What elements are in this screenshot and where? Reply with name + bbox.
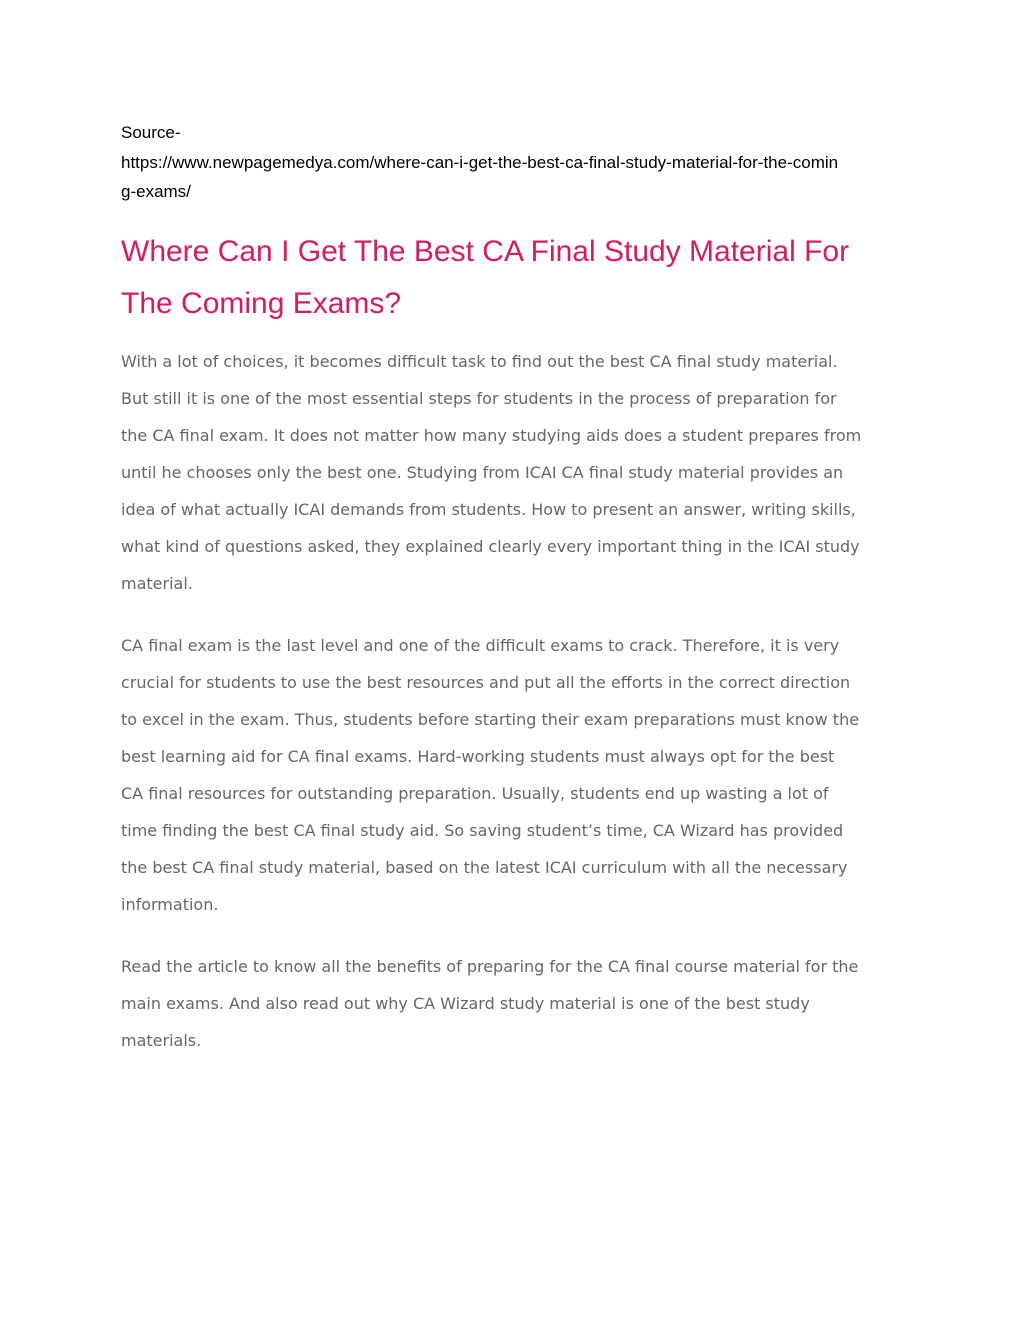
- source-label: Source-: [121, 123, 181, 142]
- article-title: [121, 226, 921, 330]
- paragraph-line: With a lot of choices, it becomes difficult task to find out the best CA final study material.: [121, 352, 838, 371]
- source-url-line-2: g-exams/: [121, 182, 191, 201]
- paragraph-line: information.: [121, 895, 219, 914]
- paragraph-line: the CA final exam. It does not matter how many studying aids does a student prepares from: [121, 426, 862, 445]
- paragraph-2: [121, 627, 921, 923]
- paragraph-line: CA final exam is the last level and one of the difficult exams to crack. Therefore, it is very: [121, 636, 840, 655]
- paragraph-line: materials.: [121, 1031, 202, 1050]
- paragraph-line: But still it is one of the most essential steps for students in the process of preparation for: [121, 389, 837, 408]
- article-title-line-1: Where Can I Get The Best CA Final Study Material For: [121, 235, 850, 268]
- paragraph-line: the best CA final study material, based on the latest ICAI curriculum with all the necessary: [121, 858, 848, 877]
- source-block: [121, 118, 911, 207]
- source-url-line-1: https://www.newpagemedya.com/where-can-i-get-the-best-ca-final-study-material-for-the-comin: [121, 152, 839, 172]
- paragraph-1: [121, 343, 921, 602]
- paragraph-line: what kind of questions asked, they explained clearly every important thing in the ICAI study: [121, 537, 860, 556]
- paragraph-line: CA final resources for outstanding preparation. Usually, students end up wasting a lot of: [121, 784, 829, 803]
- paragraph-line: material.: [121, 574, 193, 593]
- paragraph-line: until he chooses only the best one. Studying from ICAI CA final study material provides an: [121, 463, 844, 482]
- paragraph-line: Read the article to know all the benefits of preparing for the CA final course material for the: [121, 957, 859, 976]
- paragraph-line: time finding the best CA final study aid. So saving student’s time, CA Wizard has provided: [121, 821, 844, 840]
- paragraph-line: main exams. And also read out why CA Wizard study material is one of the best study: [121, 994, 810, 1013]
- paragraph-line: best learning aid for CA final exams. Hard-working students must always opt for the best: [121, 747, 835, 766]
- paragraph-line: to excel in the exam. Thus, students before starting their exam preparations must know the: [121, 710, 860, 729]
- paragraph-line: idea of what actually ICAI demands from students. How to present an answer, writing skills,: [121, 500, 856, 519]
- paragraph-3: [121, 948, 921, 1059]
- paragraph-line: crucial for students to use the best resources and put all the efforts in the correct direction: [121, 673, 851, 692]
- article-title-line-2: The Coming Exams?: [121, 287, 402, 320]
